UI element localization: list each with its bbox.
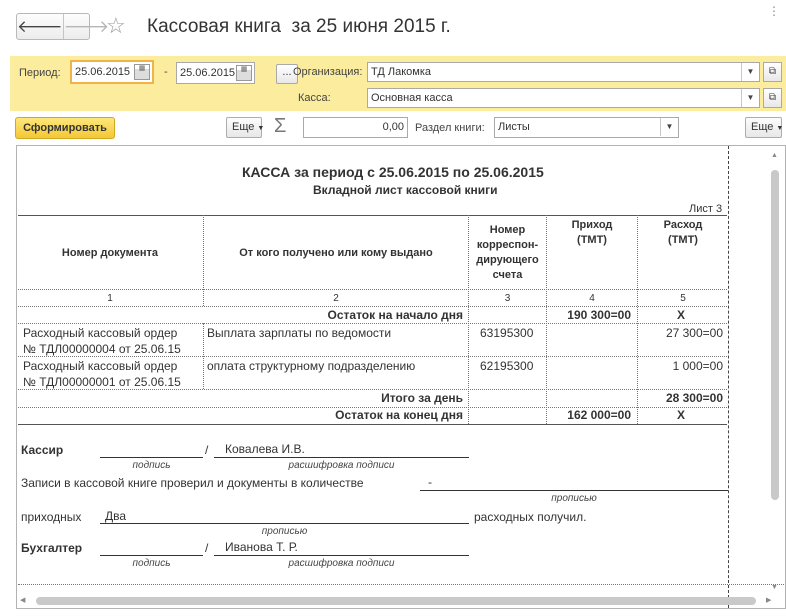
column-header-account: Номер корреспон-дирующего счета xyxy=(476,223,539,281)
chevron-down-icon: ▼ xyxy=(257,125,265,132)
opening-label: Остаток на начало дня xyxy=(327,308,463,322)
column-number: 4 xyxy=(589,292,595,304)
chevron-down-icon[interactable]: ▼ xyxy=(741,89,759,107)
more-button[interactable]: Еще ▼ xyxy=(226,117,262,138)
row-account: 63195300 xyxy=(480,326,534,340)
scroll-up-icon[interactable]: ▲ xyxy=(771,152,778,159)
organization-label: Организация: xyxy=(293,66,363,78)
organization-select[interactable]: ТД Лакомка ▼ xyxy=(367,62,760,82)
star-icon[interactable]: ☆ xyxy=(106,13,126,38)
day-total-label: Итого за день xyxy=(381,391,463,405)
forward-button[interactable] xyxy=(63,14,110,39)
cash-label: Касса: xyxy=(298,92,331,104)
nav-button-group xyxy=(16,13,110,40)
report-subtitle: Вкладной лист кассовой книги xyxy=(313,183,498,197)
more-right-button[interactable]: Еще ▼ xyxy=(745,117,782,138)
sum-field[interactable]: 0,00 xyxy=(303,117,408,138)
column-header-income: Приход (ТМТ) xyxy=(571,219,613,246)
horizontal-scrollbar[interactable] xyxy=(16,596,776,606)
vertical-scrollbar[interactable] xyxy=(770,150,780,595)
chevron-down-icon[interactable]: ▼ xyxy=(660,118,678,136)
report-title: КАССА за период с 25.06.2015 по 25.06.2015 xyxy=(242,164,544,180)
scroll-left-icon[interactable]: ◀ xyxy=(20,597,26,604)
page-boundary xyxy=(728,146,729,608)
row-expense: 1 000=00 xyxy=(672,359,723,373)
cashier-name: Ковалева И.В. xyxy=(225,442,305,456)
open-organization-button[interactable]: ⧉ xyxy=(763,62,782,82)
arrow-left-icon: 🡐 xyxy=(17,16,63,36)
filter-panel xyxy=(10,56,786,111)
row-document-number: № ТДЛ00000001 от 25.06.15 xyxy=(23,375,181,389)
report-area xyxy=(16,145,786,609)
opening-expense: X xyxy=(677,308,686,322)
day-total-expense: 28 300=00 xyxy=(665,391,723,405)
accountant-separator: / xyxy=(205,541,209,555)
column-header-expense: Расход (ТМТ) xyxy=(663,219,703,246)
calendar-icon[interactable]: ▦ xyxy=(236,65,252,81)
check-value: - xyxy=(428,475,432,489)
chevron-down-icon[interactable]: ▼ xyxy=(741,63,759,81)
row-document: Расходный кассовый ордер xyxy=(23,326,178,340)
cash-select[interactable]: Основная касса ▼ xyxy=(367,88,760,108)
scroll-down-icon[interactable]: ▼ xyxy=(771,584,778,591)
column-number: 5 xyxy=(680,292,686,304)
back-button[interactable] xyxy=(17,14,63,39)
row-document-number: № ТДЛ00000004 от 25.06.15 xyxy=(23,342,181,356)
section-select[interactable]: Листы ▼ xyxy=(494,117,679,138)
choose-period-button[interactable]: ... xyxy=(276,64,298,84)
open-cash-button[interactable]: ⧉ xyxy=(763,88,782,108)
accountant-decode-caption: расшифровка подписи xyxy=(288,558,395,569)
cashier-sign-caption: подпись xyxy=(132,460,171,471)
date-separator: - xyxy=(164,66,168,78)
vertical-scroll-thumb[interactable] xyxy=(771,170,779,500)
accountant-label: Бухгалтер xyxy=(21,541,83,555)
chevron-down-icon: ▼ xyxy=(776,125,784,132)
sheet-number: Лист 3 xyxy=(689,203,723,215)
title-bar xyxy=(0,0,786,56)
cashier-separator: / xyxy=(205,443,209,457)
date-to-field[interactable]: 25.06.2015 ▦ xyxy=(176,62,255,84)
incoming-value: Два xyxy=(105,509,127,523)
opening-income: 190 300=00 xyxy=(567,308,631,322)
row-document: Расходный кассовый ордер xyxy=(23,359,178,373)
date-from-field[interactable]: 25.06.2015 ▦ xyxy=(70,60,154,84)
check-text: Записи в кассовой книге проверил и документы в количестве xyxy=(21,476,364,490)
closing-label: Остаток на конец дня xyxy=(335,408,463,422)
row-account: 62195300 xyxy=(480,359,534,373)
column-header-document: Номер документа xyxy=(61,246,159,259)
sum-icon[interactable]: Σ xyxy=(274,115,287,137)
words-caption-2: прописью xyxy=(261,526,308,537)
column-number: 1 xyxy=(107,292,113,304)
cashier-label: Кассир xyxy=(21,443,64,457)
period-label: Период: xyxy=(19,67,61,79)
section-label: Раздел книги: xyxy=(415,122,485,134)
cashier-decode-caption: расшифровка подписи xyxy=(288,460,395,471)
words-caption: прописью xyxy=(551,493,597,504)
arrow-right-icon: 🡒 xyxy=(63,16,110,36)
column-header-party: От кого получено или кому выдано xyxy=(239,246,433,259)
incoming-label: приходных xyxy=(21,510,82,524)
accountant-sign-caption: подпись xyxy=(132,558,171,569)
closing-expense: X xyxy=(677,408,686,422)
page-break xyxy=(18,584,786,585)
row-expense: 27 300=00 xyxy=(665,326,723,340)
column-number: 3 xyxy=(504,292,511,304)
column-number: 2 xyxy=(333,292,339,304)
window-title: Кассовая книга за 25 июня 2015 г. xyxy=(147,16,451,37)
outgoing-text: расходных получил. xyxy=(474,510,587,524)
row-party: оплата структурному подразделению xyxy=(207,359,416,373)
scroll-right-icon[interactable]: ▶ xyxy=(766,597,772,604)
horizontal-scroll-thumb[interactable] xyxy=(36,597,756,605)
closing-income: 162 000=00 xyxy=(567,408,631,422)
row-party: Выплата зарплаты по ведомости xyxy=(207,326,392,340)
generate-button[interactable]: Сформировать xyxy=(15,117,115,139)
vertical-dots-icon[interactable]: ⋮ xyxy=(768,4,780,18)
calendar-icon[interactable]: ▦ xyxy=(134,64,150,80)
accountant-name: Иванова Т. Р. xyxy=(225,540,298,554)
